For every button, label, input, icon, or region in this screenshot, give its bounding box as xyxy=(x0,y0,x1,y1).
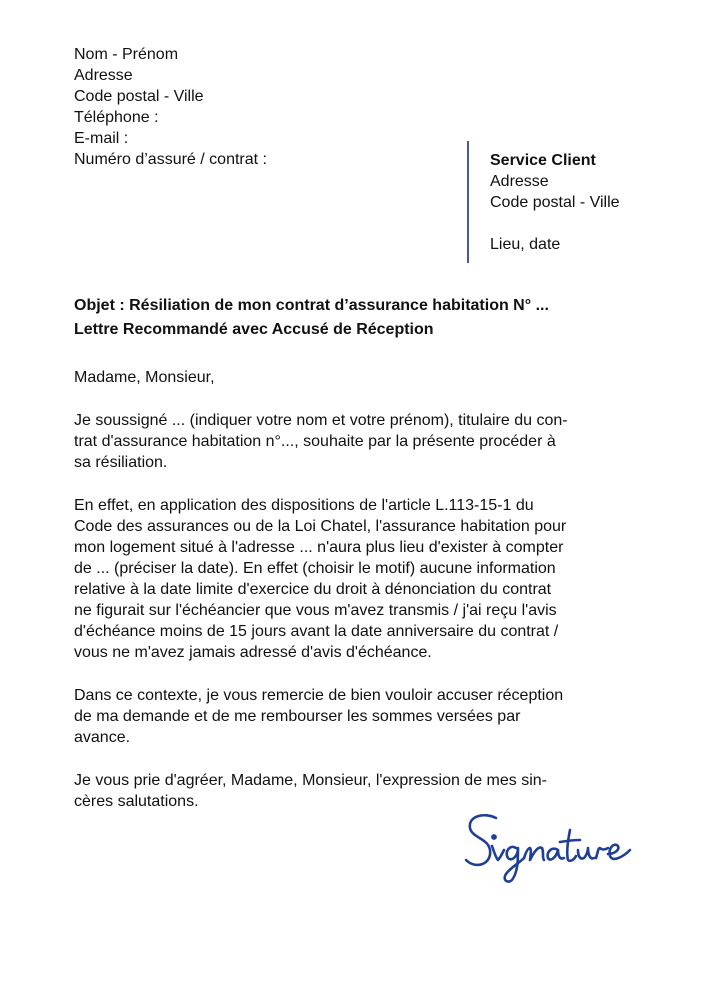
signature-stroke xyxy=(567,830,576,861)
subject-line: Objet : Résiliation de mon contrat d’assurance habitation N° ... xyxy=(74,297,549,314)
signature-stroke xyxy=(608,845,630,859)
body-line: ne figurait sur l'échéancier que vous m'avez transmis / j'ai reçu l'avis xyxy=(74,602,557,619)
paragraph-legal-basis xyxy=(74,495,634,663)
sender-name: Nom - Prénom xyxy=(74,46,179,63)
body-line: relative à la date limite d'exercice du droit à dénonciation du contrat xyxy=(74,581,552,598)
body-line: sa résiliation. xyxy=(74,454,168,471)
recipient-address: Adresse xyxy=(490,173,549,190)
body-line: trat d'assurance habitation n°..., souhaite par la présente procéder à xyxy=(74,433,556,450)
body-line: de ... (préciser la date). En effet (choisir le motif) aucune information xyxy=(74,560,556,577)
body-line: d'échéance moins de 15 jours avant la date anniversaire du contrat / xyxy=(74,623,559,640)
body-line: cères salutations. xyxy=(74,793,199,810)
signature-dot xyxy=(492,835,495,838)
body-line: mon logement situé à l'adresse ... n'aura plus lieu d'exister à compter xyxy=(74,539,564,556)
sender-postal-city: Code postal - Ville xyxy=(74,88,204,105)
signature-stroke xyxy=(524,848,544,860)
signature-stroke xyxy=(466,815,496,865)
paragraph-identity xyxy=(74,410,634,473)
body-line: vous ne m'avez jamais adressé d'avis d'échéance. xyxy=(74,644,432,661)
salutation xyxy=(74,367,634,388)
signature-stroke xyxy=(578,848,594,859)
vertical-divider xyxy=(467,141,469,263)
letter-body xyxy=(74,367,634,812)
recipient-name: Service Client xyxy=(490,152,596,169)
body-line: Dans ce contexte, je vous remercie de bien vouloir accuser réception xyxy=(74,687,564,704)
subject-delivery-mode: Lettre Recommandé avec Accusé de Réception xyxy=(74,321,434,338)
salutation-line: Madame, Monsieur, xyxy=(74,369,215,386)
body-line: En effet, en application des dispositions de l'article L.113-15-1 du xyxy=(74,497,534,514)
recipient-block xyxy=(490,150,620,255)
sender-block xyxy=(74,44,267,170)
body-line: Code des assurances ou de la Loi Chatel, l'assurance habitation pour xyxy=(74,518,567,535)
body-line: de ma demande et de me rembourser les sommes versées par xyxy=(74,708,521,725)
body-line: avance. xyxy=(74,729,131,746)
recipient-spacer xyxy=(490,213,620,234)
subject-block xyxy=(74,294,549,342)
signature-stroke xyxy=(505,847,524,882)
paragraph-closing xyxy=(74,770,634,812)
body-line: Je soussigné ... (indiquer votre nom et votre prénom), titulaire du con- xyxy=(74,412,568,429)
body-line: Je vous prie d'agréer, Madame, Monsieur, l'expression de mes sin- xyxy=(74,772,547,789)
paragraph-request xyxy=(74,685,634,748)
signature-stroke xyxy=(548,849,564,860)
sender-contract-number: Numéro d’assuré / contrat : xyxy=(74,151,267,168)
signature-stroke xyxy=(596,848,608,858)
recipient-postal-city: Code postal - Ville xyxy=(490,194,620,211)
signature-stroke xyxy=(492,846,504,860)
sender-email: E-mail : xyxy=(74,130,129,147)
signature-stroke xyxy=(560,840,580,842)
sender-address: Adresse xyxy=(74,67,133,84)
sender-phone: Téléphone : xyxy=(74,109,159,126)
place-date: Lieu, date xyxy=(490,236,561,253)
signature-image xyxy=(462,808,642,886)
